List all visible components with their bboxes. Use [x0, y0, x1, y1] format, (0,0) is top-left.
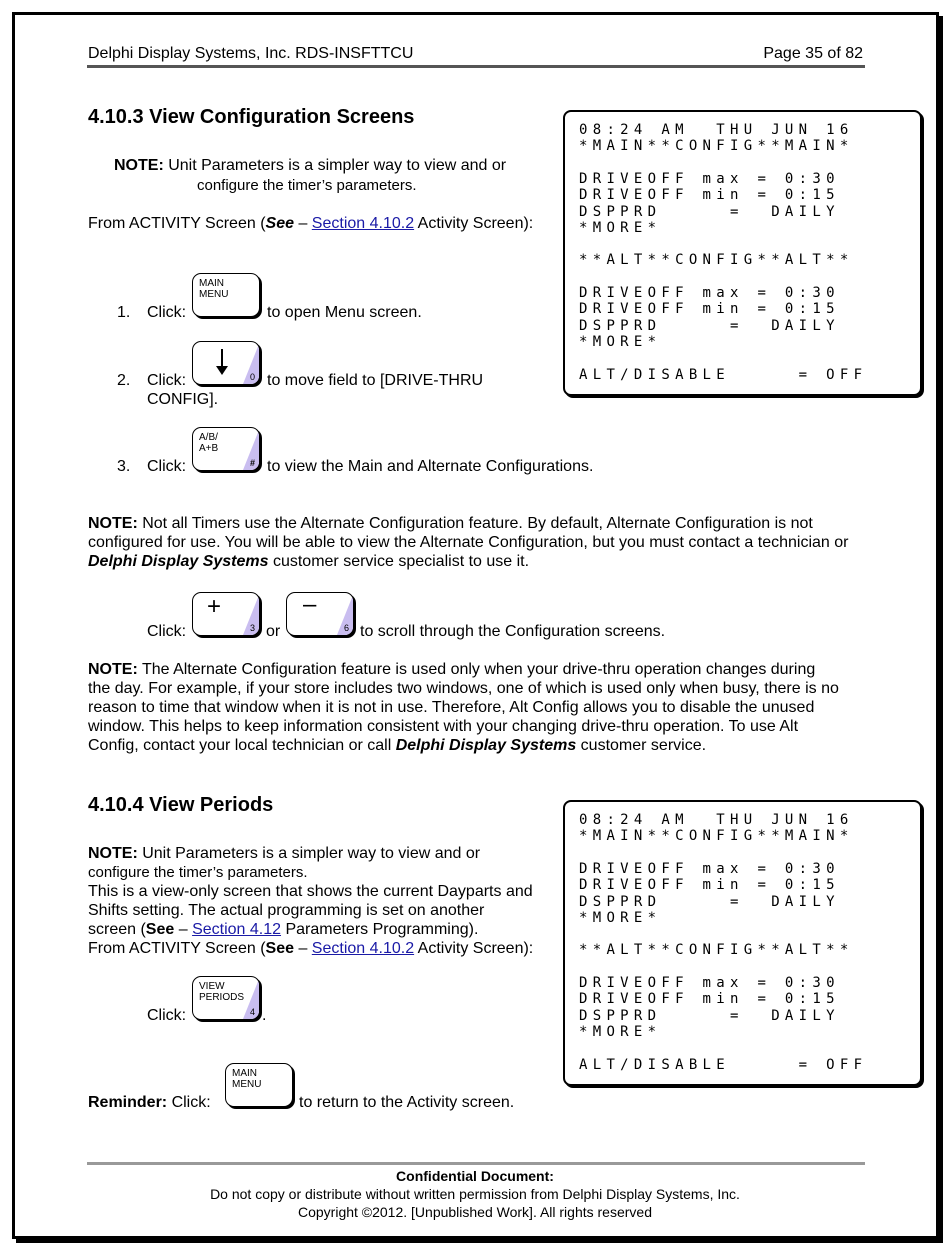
vp-click: Click: [147, 1007, 187, 1024]
screen-line: DSPPRD = DAILY [579, 893, 840, 910]
plus-key-number: 3 [249, 623, 255, 633]
reminder-label: Reminder: [88, 1094, 168, 1111]
step-1-click: Click: [147, 304, 187, 321]
screen-line: ALT/DISABLE = OFF [579, 366, 868, 383]
note-3-line3: reason to time that window when it is not in use. Therefore, Alt Config allows you to disable the unused [88, 699, 815, 716]
note-2-paragraph [88, 514, 878, 571]
step-3-number: 3. [117, 458, 131, 475]
screen-line: **ALT**CONFIG**ALT** [579, 252, 854, 269]
view-periods-key[interactable] [192, 976, 260, 1020]
plus-icon: + [207, 593, 222, 620]
screen-line: DRIVEOFF min = 0:15 [579, 301, 840, 318]
reminder-click: Click: [167, 1094, 211, 1111]
vp-dash: – [174, 921, 193, 938]
step-1-text: to open Menu screen. [267, 304, 422, 321]
screen-line: DRIVEOFF min = 0:15 [579, 187, 840, 204]
reminder-line [88, 1093, 211, 1112]
step-1-number: 1. [117, 304, 131, 321]
screen-line: DRIVEOFF min = 0:15 [579, 991, 840, 1008]
timer-screen-1 [563, 110, 922, 396]
view-periods-key-label: VIEW PERIODS [199, 981, 245, 1003]
timer-screen-2 [563, 800, 922, 1086]
footer-line1: Do not copy or distribute without written permission from Delphi Display Systems, Inc. [210, 1186, 740, 1202]
note-text: Unit Parameters is a simpler way to view and or [163, 157, 507, 174]
section-title-view-periods: 4.10.4 View Periods [88, 794, 274, 816]
vp-from-prefix: From ACTIVITY Screen ( [88, 940, 266, 957]
main-menu-key-2[interactable] [225, 1063, 293, 1107]
note-label: NOTE: [114, 157, 164, 174]
note-2-brand: Delphi Display Systems [88, 553, 269, 570]
vp-text-line2: Shifts setting. The actual programming is set on another [88, 902, 485, 919]
vp-note-line1: Unit Parameters is a simpler way to view and or [137, 845, 481, 862]
view-periods-paragraph [88, 844, 558, 958]
note-3-line1: The Alternate Configuration feature is used only when your drive-thru operation changes during [137, 661, 816, 678]
screen-line: *MORE* [579, 909, 662, 926]
ab-key[interactable] [192, 427, 260, 471]
minus-key[interactable] [286, 592, 354, 636]
section-link-4-10-2[interactable]: Section 4.10.2 [311, 215, 415, 232]
screen-line: *MAIN**CONFIG**MAIN* [579, 138, 854, 155]
from-activity-suffix: Activity Screen): [414, 215, 534, 232]
note-3-brand: Delphi Display Systems [395, 737, 577, 754]
vp-note-label: NOTE: [88, 845, 138, 862]
step-2-click: Click: [147, 372, 187, 389]
note-3-line4: window. This helps to keep information consistent with your changing drive-thru operation. To use Alt [88, 718, 799, 735]
minus-key-number: 6 [343, 623, 349, 633]
down-arrow-key[interactable] [192, 341, 260, 385]
footer-rule [87, 1162, 865, 1165]
note-paragraph [114, 156, 506, 175]
screen-line: DSPPRD = DAILY [579, 1007, 840, 1024]
main-menu-key-label: MAIN MENU [199, 278, 229, 300]
screen-line: 08:24 AM THU JUN 16 [579, 122, 854, 138]
header-rule [87, 65, 865, 68]
screen-line: ALT/DISABLE = OFF [579, 1056, 868, 1073]
screen-line: DRIVEOFF min = 0:15 [579, 877, 840, 894]
screen-line: DSPPRD = DAILY [579, 203, 840, 220]
screen-line: *MORE* [579, 1023, 662, 1040]
note-text-line2: configure the timer’s parameters. [197, 177, 417, 194]
screen-line: 08:24 AM THU JUN 16 [579, 812, 854, 828]
note-2-line1: Not all Timers use the Alternate Configuration feature. By default, Alternate Configuration is not [137, 515, 813, 532]
vp-dash-2: – [294, 940, 312, 957]
header-left: Delphi Display Systems, Inc. RDS-INSFTTCU [88, 45, 414, 62]
from-activity-prefix: From ACTIVITY Screen ( [88, 215, 266, 232]
footer-line2: Copyright ©2012. [Unpublished Work]. All rights reserved [297, 1204, 652, 1220]
scroll-text: to scroll through the Configuration screens. [360, 623, 666, 640]
vp-note-line2: configure the timer’s parameters. [88, 864, 308, 881]
from-activity-line [88, 214, 533, 233]
reminder-text: to return to the Activity screen. [299, 1094, 515, 1111]
note-3-paragraph [88, 660, 878, 755]
minus-icon: – [303, 592, 317, 618]
screen-line: DRIVEOFF max = 0:30 [579, 285, 840, 301]
ab-key-number: # [249, 458, 255, 468]
screen-line: DSPPRD = DAILY [579, 317, 840, 334]
screen-line: DRIVEOFF max = 0:30 [579, 860, 840, 877]
screen-line: *MAIN**CONFIG**MAIN* [579, 828, 854, 845]
down-arrow-icon [213, 348, 231, 376]
vp-text-line1: This is a view-only screen that shows the current Dayparts and [88, 883, 533, 900]
dash: – [294, 215, 312, 232]
vp-from-suffix: Activity Screen): [414, 940, 534, 957]
step-2-text: to move field to [DRIVE-THRU [267, 372, 484, 389]
screen-line: *MORE* [579, 333, 662, 350]
note-2-label: NOTE: [88, 515, 138, 532]
section-title: 4.10.3 View Configuration Screens [88, 106, 415, 128]
ab-key-label: A/B/ A+B [199, 432, 219, 454]
screen-line: DRIVEOFF max = 0:30 [579, 170, 840, 187]
vp-text-line3: screen ( [88, 921, 146, 938]
section-link-4-12[interactable]: Section 4.12 [192, 921, 282, 938]
step-2-text-line2: CONFIG]. [147, 391, 219, 408]
screen-line: DRIVEOFF max = 0:30 [579, 975, 840, 991]
vp-see-2: See [265, 940, 294, 957]
screen-line: *MORE* [579, 219, 662, 236]
note-3-line5-end: customer service. [576, 737, 707, 754]
footer-title: Confidential Document: [396, 1168, 554, 1184]
step-3-click: Click: [147, 458, 187, 475]
vp-period: . [262, 1007, 267, 1024]
down-arrow-key-number: 0 [249, 372, 255, 382]
see-label: See [265, 215, 294, 232]
scroll-or: or [266, 623, 281, 640]
note-3-line5: Config, contact your local technician or call [88, 737, 396, 754]
note-2-line2: configured for use. You will be able to view the Alternate Configuration, but you must contact a technician or [88, 534, 849, 551]
section-link-4-10-2-b[interactable]: Section 4.10.2 [311, 940, 415, 957]
screen-line: **ALT**CONFIG**ALT** [579, 942, 854, 959]
header-page-number: Page 35 of 82 [763, 45, 863, 62]
plus-key[interactable] [192, 592, 260, 636]
step-2-number: 2. [117, 372, 131, 389]
scroll-click: Click: [147, 623, 187, 640]
step-3-text: to view the Main and Alternate Configurations. [267, 458, 594, 475]
note-3-line2: the day. For example, if your store includes two windows, one of which is used only when busy, there is no [88, 680, 839, 697]
vp-see: See [145, 921, 175, 938]
note-2-line3: customer service specialist to use it. [268, 553, 530, 570]
view-periods-key-number: 4 [249, 1007, 255, 1017]
main-menu-key[interactable] [192, 273, 260, 317]
vp-text-line3-end: Parameters Programming). [281, 921, 479, 938]
main-menu-key-2-label: MAIN MENU [232, 1068, 262, 1090]
note-3-label: NOTE: [88, 661, 138, 678]
